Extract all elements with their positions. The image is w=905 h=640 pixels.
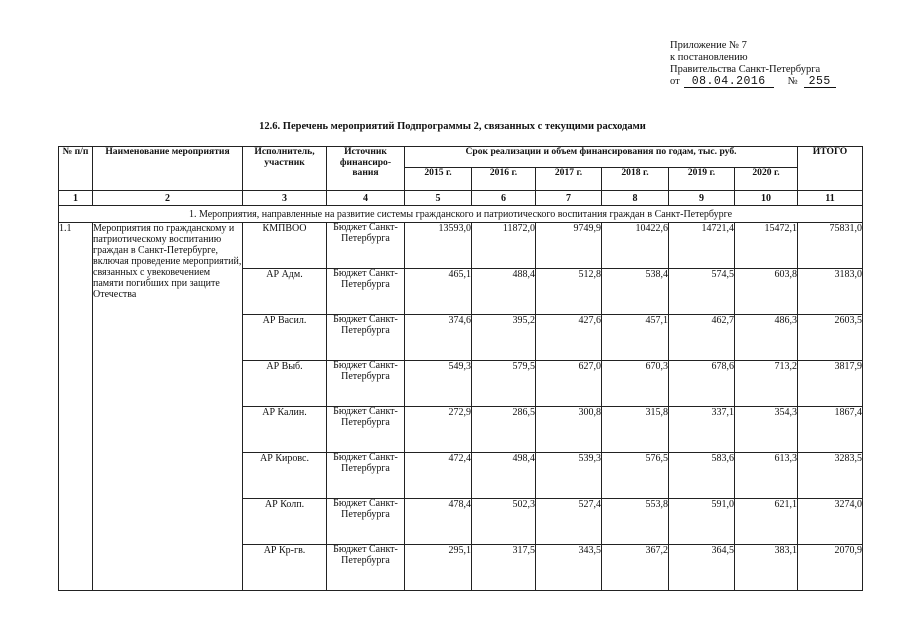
column-number: 11 (798, 191, 863, 206)
year-value-cell: 553,8 (602, 499, 669, 545)
year-value-cell: 627,0 (536, 361, 602, 407)
funding-source-cell: Бюджет Санкт-Петербурга (327, 545, 405, 591)
column-number: 10 (735, 191, 798, 206)
year-value-cell: 498,4 (472, 453, 536, 499)
total-cell: 3274,0 (798, 499, 863, 545)
year-value-cell: 579,5 (472, 361, 536, 407)
year-value-cell: 527,4 (536, 499, 602, 545)
date-prefix: от (670, 76, 680, 87)
header-funding-source: Источник финансиро-вания (327, 147, 405, 191)
column-number-row (59, 191, 863, 206)
table-row (59, 223, 863, 269)
total-cell: 2070,9 (798, 545, 863, 591)
section-row (59, 206, 863, 223)
appendix-date-line (670, 76, 836, 88)
year-value-cell: 317,5 (472, 545, 536, 591)
year-value-cell: 576,5 (602, 453, 669, 499)
decree-number: 255 (804, 76, 836, 88)
year-value-cell: 364,5 (669, 545, 735, 591)
column-number: 4 (327, 191, 405, 206)
year-value-cell: 488,4 (472, 269, 536, 315)
appendix-line-3: Правительства Санкт-Петербурга (670, 64, 821, 75)
year-value-cell: 11872,0 (472, 223, 536, 269)
column-number: 8 (602, 191, 669, 206)
year-value-cell: 465,1 (405, 269, 472, 315)
header-year: 2015 г. (405, 168, 472, 191)
year-value-cell: 13593,0 (405, 223, 472, 269)
funding-source-cell: Бюджет Санкт-Петербурга (327, 407, 405, 453)
year-value-cell: 539,3 (536, 453, 602, 499)
header-number: № п/п (59, 147, 93, 191)
decree-date: 08.04.2016 (684, 76, 774, 88)
column-number: 1 (59, 191, 93, 206)
executor-cell: АР Колп. (243, 499, 327, 545)
executor-cell: АР Выб. (243, 361, 327, 407)
executor-cell: АР Калин. (243, 407, 327, 453)
year-value-cell: 315,8 (602, 407, 669, 453)
header-year: 2020 г. (735, 168, 798, 191)
total-cell: 3183,0 (798, 269, 863, 315)
column-number: 3 (243, 191, 327, 206)
year-value-cell: 367,2 (602, 545, 669, 591)
column-number: 5 (405, 191, 472, 206)
year-value-cell: 603,8 (735, 269, 798, 315)
section-title: 1. Мероприятия, направленные на развитие системы гражданского и патриотического воспитания граждан в Санкт-Петербурге (59, 206, 863, 223)
column-number: 7 (536, 191, 602, 206)
header-row-1 (59, 147, 863, 168)
year-value-cell: 462,7 (669, 315, 735, 361)
year-value-cell: 670,3 (602, 361, 669, 407)
year-value-cell: 383,1 (735, 545, 798, 591)
year-value-cell: 300,8 (536, 407, 602, 453)
year-value-cell: 512,8 (536, 269, 602, 315)
total-cell: 2603,5 (798, 315, 863, 361)
year-value-cell: 538,4 (602, 269, 669, 315)
funding-source-cell: Бюджет Санкт-Петербурга (327, 499, 405, 545)
total-cell: 3817,9 (798, 361, 863, 407)
item-name: Мероприятия по гражданскому и патриотическому воспитанию граждан в Санкт-Петербурге, включая проведение мероприятий, связанных с увековечением памяти погибших при защите Отечества (93, 223, 243, 591)
year-value-cell: 478,4 (405, 499, 472, 545)
funding-source-cell: Бюджет Санкт-Петербурга (327, 223, 405, 269)
executor-cell: КМПВОО (243, 223, 327, 269)
appendix-block (670, 40, 836, 88)
number-label: № (787, 76, 798, 87)
measures-table (58, 146, 863, 591)
funding-source-cell: Бюджет Санкт-Петербурга (327, 315, 405, 361)
year-value-cell: 574,5 (669, 269, 735, 315)
year-value-cell: 343,5 (536, 545, 602, 591)
year-value-cell: 395,2 (472, 315, 536, 361)
appendix-line-2: к постановлению (670, 52, 748, 63)
header-executor: Исполнитель, участник (243, 147, 327, 191)
column-number: 9 (669, 191, 735, 206)
year-value-cell: 10422,6 (602, 223, 669, 269)
year-value-cell: 502,3 (472, 499, 536, 545)
executor-cell: АР Кр-гв. (243, 545, 327, 591)
year-value-cell: 14721,4 (669, 223, 735, 269)
year-value-cell: 486,3 (735, 315, 798, 361)
executor-cell: АР Кировс. (243, 453, 327, 499)
total-cell: 3283,5 (798, 453, 863, 499)
header-funding-period: Срок реализации и объем финансирования по годам, тыс. руб. (405, 147, 798, 168)
header-year: 2018 г. (602, 168, 669, 191)
total-cell: 75831,0 (798, 223, 863, 269)
year-value-cell: 678,6 (669, 361, 735, 407)
year-value-cell: 427,6 (536, 315, 602, 361)
funding-source-cell: Бюджет Санкт-Петербурга (327, 361, 405, 407)
year-value-cell: 286,5 (472, 407, 536, 453)
year-value-cell: 295,1 (405, 545, 472, 591)
header-year: 2019 г. (669, 168, 735, 191)
column-number: 6 (472, 191, 536, 206)
executor-cell: АР Адм. (243, 269, 327, 315)
year-value-cell: 621,1 (735, 499, 798, 545)
year-value-cell: 613,3 (735, 453, 798, 499)
funding-source-cell: Бюджет Санкт-Петербурга (327, 269, 405, 315)
year-value-cell: 354,3 (735, 407, 798, 453)
year-value-cell: 15472,1 (735, 223, 798, 269)
total-cell: 1867,4 (798, 407, 863, 453)
year-value-cell: 713,2 (735, 361, 798, 407)
year-value-cell: 9749,9 (536, 223, 602, 269)
year-value-cell: 472,4 (405, 453, 472, 499)
header-year: 2017 г. (536, 168, 602, 191)
year-value-cell: 272,9 (405, 407, 472, 453)
header-total: ИТОГО (798, 147, 863, 191)
year-value-cell: 583,6 (669, 453, 735, 499)
appendix-line-1: Приложение № 7 (670, 40, 747, 51)
year-value-cell: 591,0 (669, 499, 735, 545)
header-event-name: Наименование мероприятия (93, 147, 243, 191)
year-value-cell: 549,3 (405, 361, 472, 407)
year-value-cell: 374,6 (405, 315, 472, 361)
year-value-cell: 337,1 (669, 407, 735, 453)
column-number: 2 (93, 191, 243, 206)
year-value-cell: 457,1 (602, 315, 669, 361)
funding-source-cell: Бюджет Санкт-Петербурга (327, 453, 405, 499)
item-number: 1.1 (59, 223, 93, 591)
document-title: 12.6. Перечень мероприятий Подпрограммы 2, связанных с текущими расходами (259, 121, 646, 132)
header-year: 2016 г. (472, 168, 536, 191)
executor-cell: АР Васил. (243, 315, 327, 361)
